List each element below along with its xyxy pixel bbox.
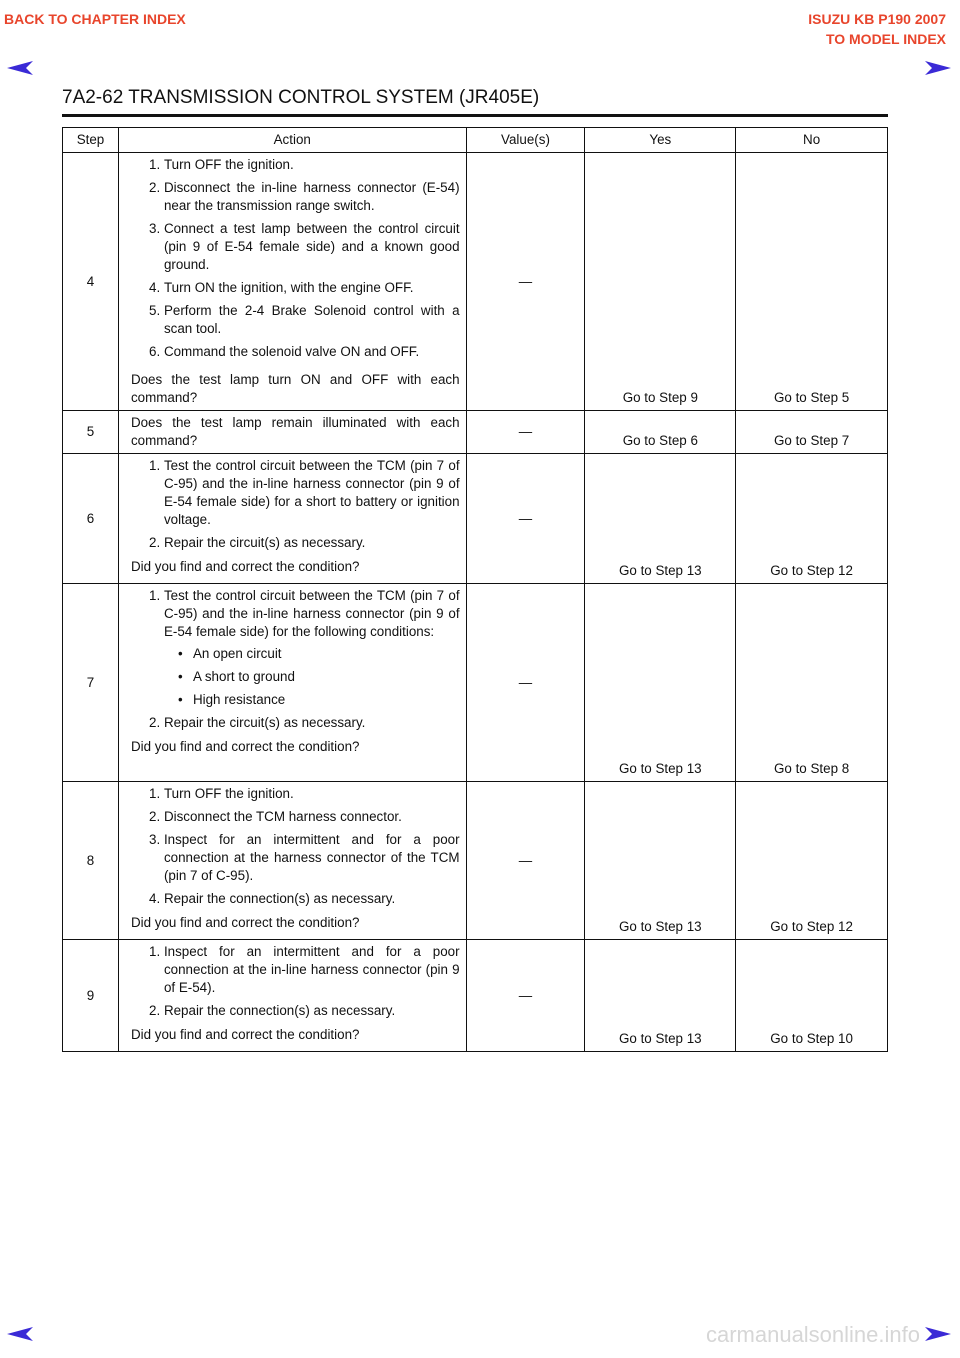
action-cell xyxy=(118,454,466,584)
no-cell: Go to Step 7 xyxy=(736,411,888,454)
table-row-step-5 xyxy=(63,411,888,454)
header-yes: Yes xyxy=(585,128,736,153)
action-item: 2. Disconnect the TCM harness connector. xyxy=(164,808,460,826)
action-item: 4. Turn ON the ignition, with the engine OFF. xyxy=(164,279,460,297)
condition-list xyxy=(164,645,460,709)
value-cell: — xyxy=(466,454,585,584)
value-cell: — xyxy=(466,153,585,411)
header-no: No xyxy=(736,128,888,153)
condition-item: • High resistance xyxy=(178,691,460,709)
page-title: 7A2-62 TRANSMISSION CONTROL SYSTEM (JR405E) xyxy=(62,87,888,117)
condition-item: • A short to ground xyxy=(178,668,460,686)
value-cell: — xyxy=(466,940,585,1052)
action-item: 1. Turn OFF the ignition. xyxy=(164,156,460,174)
table-row-step-8 xyxy=(63,782,888,940)
action-item: 5. Perform the 2-4 Brake Solenoid control with a scan tool. xyxy=(164,302,460,338)
yes-cell: Go to Step 13 xyxy=(585,940,736,1052)
action-item: 2. Repair the connection(s) as necessary. xyxy=(164,1002,460,1020)
action-item-text: Test the control circuit between the TCM (pin 7 of C-95) and the in-line harness connector (pin 9 of E-54 female side) for the following conditions: xyxy=(163,588,460,639)
table-row-step-9 xyxy=(63,940,888,1052)
yes-cell: Go to Step 6 xyxy=(585,411,736,454)
action-question: Did you find and correct the condition? xyxy=(130,739,360,754)
next-page-arrow-icon[interactable] xyxy=(924,1326,952,1342)
prev-page-arrow-icon[interactable] xyxy=(6,60,34,76)
action-question: Does the test lamp remain illuminated with each command? xyxy=(130,415,460,448)
step-number: 8 xyxy=(63,782,119,940)
action-item: 2. Disconnect the in-line harness connector (E-54) near the transmission range switch. xyxy=(164,179,460,215)
action-item: 1. Turn OFF the ignition. xyxy=(164,785,460,803)
table-row-step-7 xyxy=(63,584,888,782)
action-cell xyxy=(118,584,466,782)
value-cell: — xyxy=(466,782,585,940)
no-cell: Go to Step 12 xyxy=(736,782,888,940)
header-values: Value(s) xyxy=(466,128,585,153)
action-question: Does the test lamp turn ON and OFF with each command? xyxy=(130,372,460,405)
next-page-arrow-icon[interactable] xyxy=(924,60,952,76)
action-item: 3. Inspect for an intermittent and for a poor connection at the harness connector of the TCM (pin 7 of C-95). xyxy=(164,831,460,885)
model-title-link[interactable]: ISUZU KB P190 2007 xyxy=(808,11,946,27)
diagnostic-table xyxy=(62,127,888,1052)
action-item: 1. Test the control circuit between the TCM (pin 7 of C-95) and the in-line harness connector (pin 9 of E-54 female side) for a short to battery or ignition voltage. xyxy=(164,457,460,529)
step-number: 6 xyxy=(63,454,119,584)
value-cell: — xyxy=(466,584,585,782)
table-row-step-6 xyxy=(63,454,888,584)
table-row-step-4 xyxy=(63,153,888,411)
yes-cell: Go to Step 9 xyxy=(585,153,736,411)
action-cell xyxy=(118,782,466,940)
step-number: 9 xyxy=(63,940,119,1052)
action-item xyxy=(164,587,460,709)
header-step: Step xyxy=(63,128,119,153)
action-item: 3. Connect a test lamp between the control circuit (pin 9 of E-54 female side) and a known good ground. xyxy=(164,220,460,274)
yes-cell: Go to Step 13 xyxy=(585,454,736,584)
no-cell: Go to Step 10 xyxy=(736,940,888,1052)
yes-cell: Go to Step 13 xyxy=(585,782,736,940)
value-cell: — xyxy=(466,411,585,454)
no-cell: Go to Step 8 xyxy=(736,584,888,782)
action-item: 1. Inspect for an intermittent and for a poor connection at the in-line harness connector (pin 9 of E-54). xyxy=(164,943,460,997)
action-question: Did you find and correct the condition? xyxy=(130,1027,360,1042)
no-cell: Go to Step 5 xyxy=(736,153,888,411)
table-header-row xyxy=(63,128,888,153)
action-cell xyxy=(118,411,466,454)
to-model-index-link[interactable]: TO MODEL INDEX xyxy=(825,31,946,47)
step-number: 5 xyxy=(63,411,119,454)
watermark-text: carmanualsonline.info xyxy=(705,1322,920,1347)
action-item: 2. Repair the circuit(s) as necessary. xyxy=(164,714,460,732)
step-number: 4 xyxy=(63,153,119,411)
no-cell: Go to Step 12 xyxy=(736,454,888,584)
action-question: Did you find and correct the condition? xyxy=(130,559,360,574)
action-item: 2. Repair the circuit(s) as necessary. xyxy=(164,534,460,552)
action-item: 6. Command the solenoid valve ON and OFF. xyxy=(164,343,460,361)
yes-cell: Go to Step 13 xyxy=(585,584,736,782)
action-item: 4. Repair the connection(s) as necessary. xyxy=(164,890,460,908)
action-cell xyxy=(118,153,466,411)
step-number: 7 xyxy=(63,584,119,782)
back-to-chapter-index-link[interactable]: BACK TO CHAPTER INDEX xyxy=(4,11,186,27)
action-cell xyxy=(118,940,466,1052)
prev-page-arrow-icon[interactable] xyxy=(6,1326,34,1342)
header-action: Action xyxy=(118,128,466,153)
action-question: Did you find and correct the condition? xyxy=(130,915,360,930)
condition-item: • An open circuit xyxy=(178,645,460,663)
